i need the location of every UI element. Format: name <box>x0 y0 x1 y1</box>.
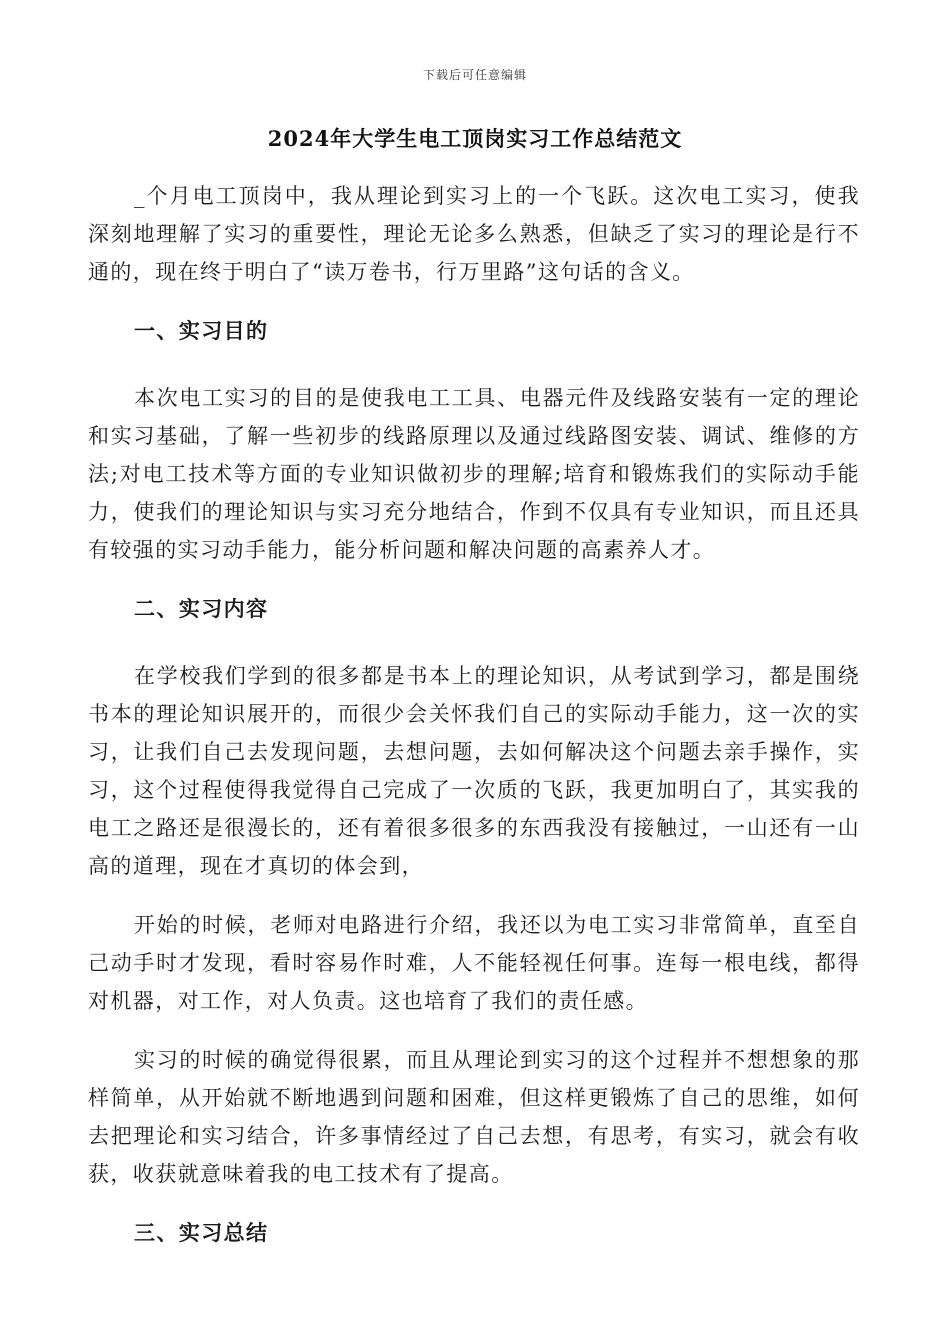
paragraph-content-2: 开始的时候，老师对电路进行介绍，我还以为电工实习非常简单，直至自己动手时才发现，看时容易作时难，人不能轻视任何事。连每一根电线，都得对机器，对工作，对人负责。这也培育了我们的责任感。 <box>88 913 860 1013</box>
paragraph-purpose: 本次电工实习的目的是使我电工工具、电器元件及线路安装有一定的理论和实习基础，了解一些初步的线路原理以及通过线路图安装、调试、维修的方法;对电工技术等方面的专业知识做初步的理解;培育和锻炼我们的实际动手能力，使我们的理论知识与实习充分地结合，作到不仅具有专业知识，而且还具有较强的实习动手能力，能分析问题和解决问题的高素养人才。 <box>88 386 860 562</box>
heading-content: 二、实习内容 <box>134 596 269 621</box>
paragraph-content-1: 在学校我们学到的很多都是书本上的理论知识，从考试到学习，都是围绕书本的理论知识展开的，而很少会关怀我们自己的实际动手能力，这一次的实习，让我们自己去发现问题，去想问题，去如何解决这个问题去亲手操作，实习，这个过程使得我觉得自己完成了一次质的飞跃，我更加明白了，其实我的电工之路还是很漫长的，还有着很多很多的东西我没有接触过，一山还有一山高的道理，现在才真切的体会到， <box>88 664 860 878</box>
document-title: 2024年大学生电工顶岗实习工作总结范文 <box>267 126 683 151</box>
paragraph-intro: _个月电工顶岗中，我从理论到实习上的一个飞跃。这次电工实习，使我深刻地理解了实习的重要性，理论无论多么熟悉，但缺乏了实习的理论是行不通的，现在终于明白了“读万卷书，行万里路”这句话的含义。 <box>88 184 860 284</box>
paragraph-content-3: 实习的时候的确觉得很累，而且从理论到实习的这个过程并不想想象的那样简单，从开始就不断地遇到问题和困难，但这样更锻炼了自己的思维，如何去把理论和实习结合，许多事情经过了自己去想，有思考，有实习，就会有收获，收获就意味着我的电工技术有了提高。 <box>88 1048 860 1186</box>
heading-purpose: 一、实习目的 <box>134 318 269 343</box>
header-note: 下载后可任意编辑 <box>422 68 527 82</box>
heading-summary: 三、实习总结 <box>134 1220 269 1245</box>
document-body <box>88 177 860 1281</box>
